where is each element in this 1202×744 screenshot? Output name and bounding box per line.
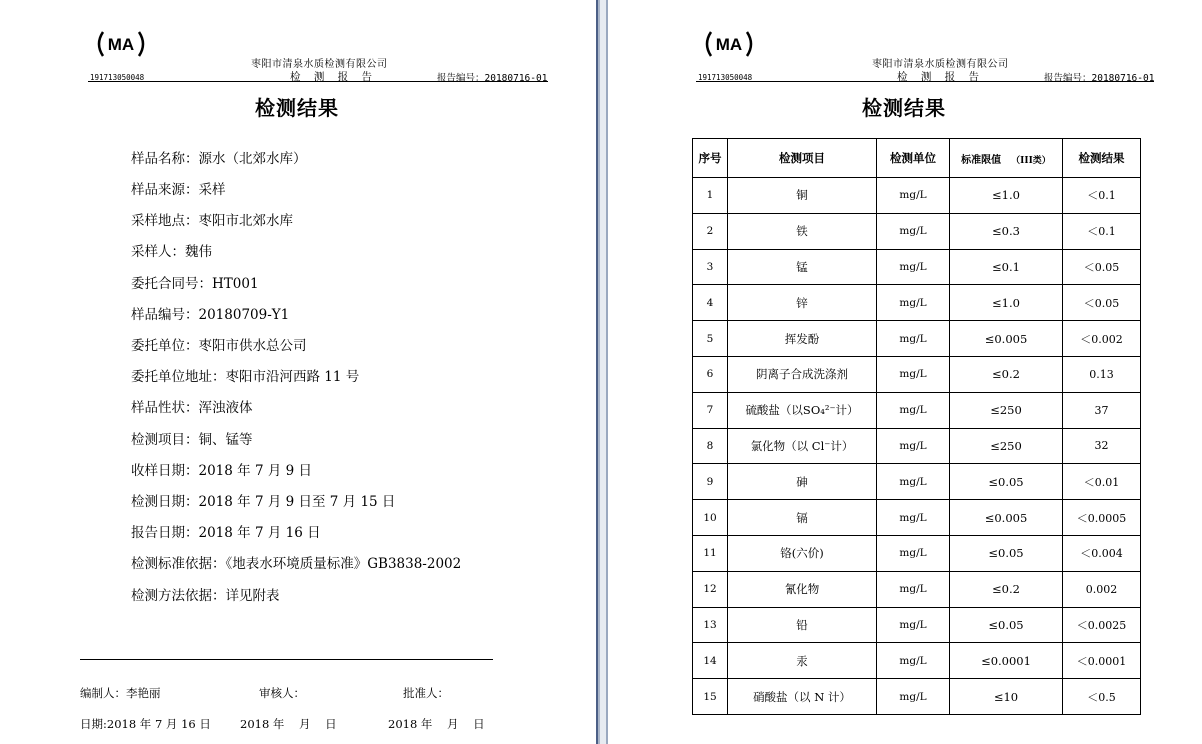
page-gutter xyxy=(596,0,610,744)
cell-item: 挥发酚 xyxy=(728,321,877,357)
cell-result: ＜0.0001 xyxy=(1063,643,1141,679)
cell-result: ＜0.0025 xyxy=(1063,607,1141,643)
cell-result: ＜0.0005 xyxy=(1063,500,1141,536)
cell-item: 铅 xyxy=(728,607,877,643)
cell-no: 5 xyxy=(693,321,728,357)
cell-unit: mg/L xyxy=(877,464,950,500)
table-row xyxy=(693,392,1141,428)
compiler-label: 编制人：李艳丽 xyxy=(80,686,161,700)
header-unit: 检测单位 xyxy=(877,139,950,178)
cell-result: ＜0.05 xyxy=(1063,249,1141,285)
table-row xyxy=(693,285,1141,321)
serial-number: 191713050048 xyxy=(698,73,753,82)
table-row xyxy=(693,213,1141,249)
cell-result: ＜0.1 xyxy=(1063,178,1141,214)
cell-item: 铁 xyxy=(728,213,877,249)
table-row xyxy=(693,535,1141,571)
table-row xyxy=(693,356,1141,392)
cell-no: 8 xyxy=(693,428,728,464)
report-label: 检 测 报 告 xyxy=(897,71,985,83)
cell-no: 2 xyxy=(693,213,728,249)
cell-unit: mg/L xyxy=(877,213,950,249)
header-limit-label: 标准限值 xyxy=(961,154,1002,166)
field-test-date: 检测日期：2018 年 7 月 9 日至 7 月 15 日 xyxy=(131,494,396,510)
cell-no: 9 xyxy=(693,464,728,500)
cell-result: 37 xyxy=(1063,392,1141,428)
field-sample-source: 样品来源：采样 xyxy=(131,182,226,198)
cell-no: 3 xyxy=(693,249,728,285)
cell-item: 阴离子合成洗涤剂 xyxy=(728,356,877,392)
left-page xyxy=(0,0,596,744)
company-name: 枣阳市清泉水质检测有限公司 xyxy=(251,59,388,70)
cell-no: 13 xyxy=(693,607,728,643)
field-report-date: 报告日期：2018 年 7 月 16 日 xyxy=(131,525,321,541)
cell-item: 铜 xyxy=(728,178,877,214)
table-row xyxy=(693,607,1141,643)
cell-limit: ≤0.05 xyxy=(950,607,1063,643)
cell-limit: ≤1.0 xyxy=(950,285,1063,321)
header-no: 序号 xyxy=(693,139,728,178)
header-limit xyxy=(950,139,1063,178)
right-page xyxy=(610,0,1202,744)
cell-item: 镉 xyxy=(728,500,877,536)
field-receive-date: 收样日期：2018 年 7 月 9 日 xyxy=(131,463,312,479)
cell-unit: mg/L xyxy=(877,500,950,536)
cell-unit: mg/L xyxy=(877,321,950,357)
table-header-row xyxy=(693,139,1141,178)
cell-unit: mg/L xyxy=(877,285,950,321)
field-contract-no: 委托合同号：HT001 xyxy=(131,276,259,292)
cell-item: 锌 xyxy=(728,285,877,321)
results-body xyxy=(693,178,1141,715)
cell-limit: ≤250 xyxy=(950,392,1063,428)
table-row xyxy=(693,428,1141,464)
report-label: 检 测 报 告 xyxy=(290,71,378,83)
cell-result: ＜0.004 xyxy=(1063,535,1141,571)
table-row xyxy=(693,643,1141,679)
report-number: 报告编号：20180716-01 xyxy=(437,73,548,84)
cell-limit: ≤0.005 xyxy=(950,500,1063,536)
compile-date: 日期:2018 年 7 月 16 日 xyxy=(80,717,211,731)
field-method: 检测方法依据：详见附表 xyxy=(131,588,280,604)
cma-logo-icon xyxy=(702,29,756,59)
header-result: 检测结果 xyxy=(1063,139,1141,178)
cell-no: 4 xyxy=(693,285,728,321)
cell-unit: mg/L xyxy=(877,178,950,214)
field-sampling-site: 采样地点：枣阳市北郊水库 xyxy=(131,213,293,229)
cell-item: 砷 xyxy=(728,464,877,500)
cell-limit: ≤1.0 xyxy=(950,178,1063,214)
cell-unit: mg/L xyxy=(877,643,950,679)
table-row xyxy=(693,464,1141,500)
cell-no: 12 xyxy=(693,571,728,607)
cell-limit: ≤10 xyxy=(950,679,1063,715)
cell-limit: ≤0.3 xyxy=(950,213,1063,249)
header-divider xyxy=(696,81,1154,82)
field-sample-name: 样品名称：源水（北郊水库） xyxy=(131,151,307,167)
cell-unit: mg/L xyxy=(877,571,950,607)
header-divider xyxy=(88,81,548,82)
cell-no: 11 xyxy=(693,535,728,571)
report-number: 报告编号：20180716-01 xyxy=(1044,73,1155,84)
cell-no: 15 xyxy=(693,679,728,715)
cell-unit: mg/L xyxy=(877,428,950,464)
cell-result: ＜0.05 xyxy=(1063,285,1141,321)
cell-result: 0.13 xyxy=(1063,356,1141,392)
cell-no: 10 xyxy=(693,500,728,536)
table-row xyxy=(693,500,1141,536)
results-table xyxy=(692,138,1141,715)
cell-result: ＜0.01 xyxy=(1063,464,1141,500)
cell-limit: ≤0.0001 xyxy=(950,643,1063,679)
table-row xyxy=(693,679,1141,715)
header-limit-class: （III类） xyxy=(1011,155,1051,166)
cell-item: 氰化物 xyxy=(728,571,877,607)
cell-no: 1 xyxy=(693,178,728,214)
cell-item: 锰 xyxy=(728,249,877,285)
cell-unit: mg/L xyxy=(877,535,950,571)
cell-item: 氯化物（以 Cl⁻计） xyxy=(728,428,877,464)
cell-limit: ≤0.2 xyxy=(950,571,1063,607)
cell-no: 6 xyxy=(693,356,728,392)
svg-text:MA: MA xyxy=(107,35,135,54)
svg-text:MA: MA xyxy=(715,35,743,54)
cell-item: 硝酸盐（以 N 计） xyxy=(728,679,877,715)
cell-result: ＜0.5 xyxy=(1063,679,1141,715)
cell-unit: mg/L xyxy=(877,249,950,285)
cell-no: 7 xyxy=(693,392,728,428)
table-row xyxy=(693,571,1141,607)
cell-unit: mg/L xyxy=(877,392,950,428)
cma-logo-icon xyxy=(94,29,148,59)
serial-number: 191713050048 xyxy=(90,73,145,82)
table-row xyxy=(693,321,1141,357)
cell-limit: ≤0.05 xyxy=(950,535,1063,571)
cell-result: 32 xyxy=(1063,428,1141,464)
cell-no: 14 xyxy=(693,643,728,679)
reviewer-label: 审核人： xyxy=(259,686,305,700)
cell-limit: ≤0.05 xyxy=(950,464,1063,500)
cell-result: ＜0.1 xyxy=(1063,213,1141,249)
field-standard: 检测标准依据：《地表水环境质量标准》GB3838-2002 xyxy=(131,556,462,572)
field-sampler: 采样人：魏伟 xyxy=(131,244,212,260)
table-row xyxy=(693,178,1141,214)
cell-item: 硫酸盐（以SO₄²⁻计） xyxy=(728,392,877,428)
page-title: 检测结果 xyxy=(862,96,946,120)
signature-divider xyxy=(80,659,493,660)
field-client-address: 委托单位地址：枣阳市沿河西路 11 号 xyxy=(131,369,360,385)
approver-label: 批准人： xyxy=(403,686,449,700)
cell-item: 铬(六价) xyxy=(728,535,877,571)
page-title: 检测结果 xyxy=(255,96,339,120)
cell-limit: ≤0.005 xyxy=(950,321,1063,357)
header-item: 检测项目 xyxy=(728,139,877,178)
company-name: 枣阳市清泉水质检测有限公司 xyxy=(872,59,1009,70)
table-row xyxy=(693,249,1141,285)
cell-limit: ≤0.1 xyxy=(950,249,1063,285)
field-client: 委托单位：枣阳市供水总公司 xyxy=(131,338,307,354)
cell-result: 0.002 xyxy=(1063,571,1141,607)
review-date: 2018 年 月 日 xyxy=(240,717,337,731)
cell-unit: mg/L xyxy=(877,679,950,715)
field-sample-state: 样品性状：浑浊液体 xyxy=(131,400,253,416)
cell-item: 汞 xyxy=(728,643,877,679)
field-sample-no: 样品编号：20180709-Y1 xyxy=(131,307,290,323)
cell-limit: ≤250 xyxy=(950,428,1063,464)
field-test-items: 检测项目：铜、锰等 xyxy=(131,432,253,448)
approve-date: 2018 年 月 日 xyxy=(388,717,485,731)
cell-result: ＜0.002 xyxy=(1063,321,1141,357)
cell-unit: mg/L xyxy=(877,356,950,392)
cell-limit: ≤0.2 xyxy=(950,356,1063,392)
cell-unit: mg/L xyxy=(877,607,950,643)
